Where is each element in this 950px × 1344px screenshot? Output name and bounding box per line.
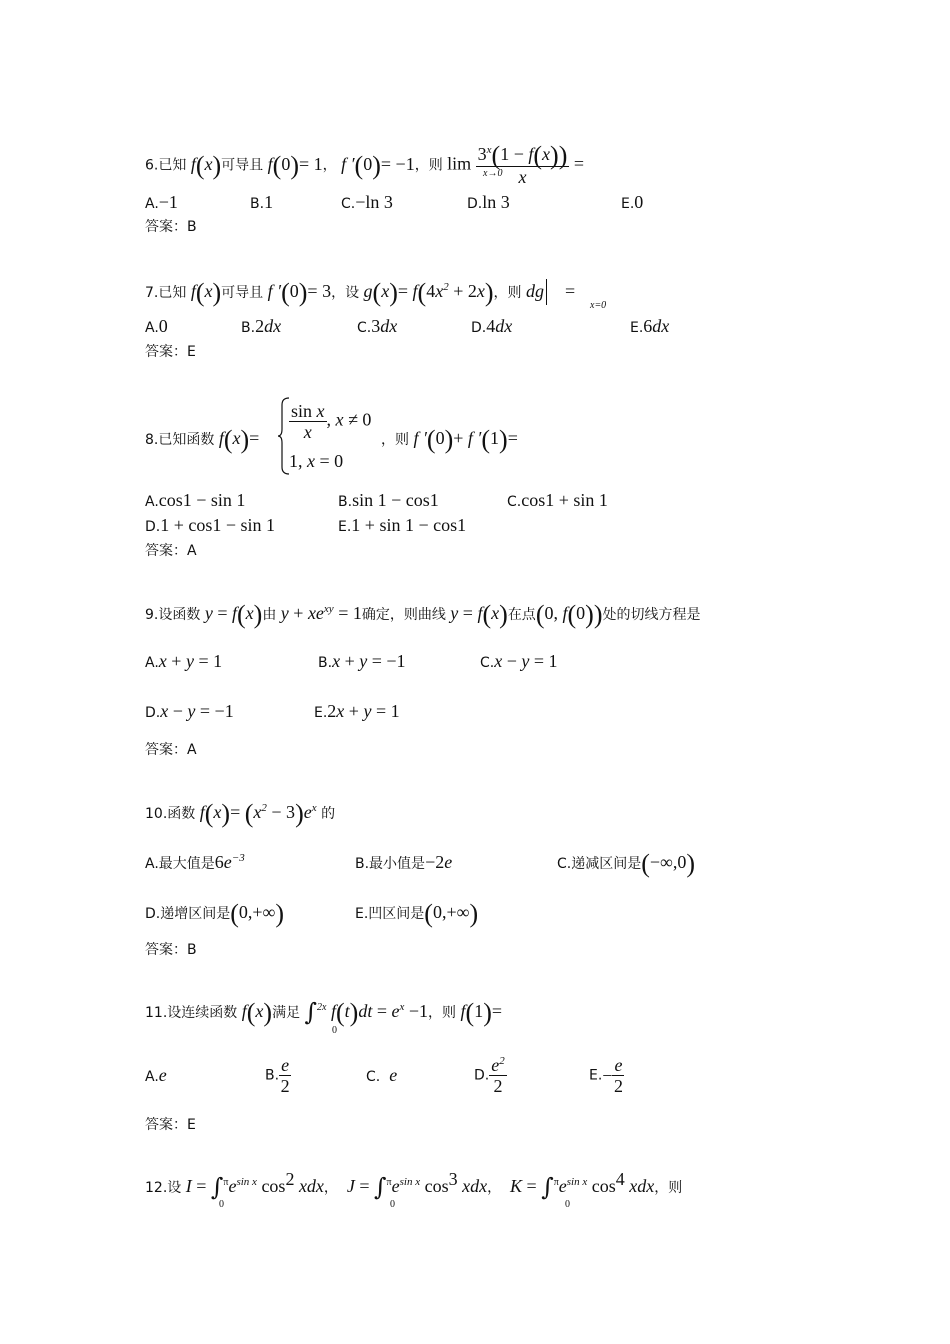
q6-option-a-label: A. bbox=[145, 196, 159, 212]
q9-stem: 9.设函数 y = f(x)由 $y + xe^{xy} = 1$确定，则曲线 y = f(x)在点(0, f(0))处的切线方程是 bbox=[145, 600, 701, 629]
q7-stem: 7.已知 f(x)可导且 f ′(0)= 3，设 $g(x)= f(4x^2 + 2x)$，则 dg = bbox=[145, 278, 576, 307]
q12-text-3: ，则 bbox=[654, 1180, 683, 1196]
q10-option-a-label: A.最大值是 bbox=[145, 856, 215, 872]
q7-option-b[interactable]: B.2dx bbox=[241, 316, 282, 336]
q10-option-c[interactable]: C.递减区间是(−∞,0) bbox=[557, 849, 696, 878]
q11-option-b-label: B. bbox=[265, 1067, 280, 1084]
q12-text-1: ， bbox=[323, 1180, 338, 1196]
q6-text-1: 可导且 bbox=[221, 157, 264, 174]
q7-option-c[interactable]: C.3dx bbox=[357, 316, 398, 336]
q10-text-1: 的 bbox=[321, 806, 336, 822]
q11-option-e[interactable]: E.− $\frac{e}{2}$ bbox=[589, 1055, 623, 1096]
q6-stem: 6.已知 f(x)可导且 f(0)= 1， f ′(0)= −1，则 lim $\frac{3^x(1 - f(x))}{x}$ = bbox=[145, 141, 584, 187]
q6-math-fp0: f ′(0)= −1 bbox=[341, 150, 415, 180]
q8-option-e-label: E. bbox=[338, 519, 352, 535]
q10-option-e-label: E.凹区间是 bbox=[355, 906, 425, 922]
q9-option-c-label: C. bbox=[480, 655, 495, 671]
q11-option-a[interactable]: A.e bbox=[145, 1065, 167, 1085]
q6-text-3: ，则 bbox=[414, 157, 443, 174]
q8-option-b-label: B. bbox=[338, 494, 353, 510]
q10-option-e[interactable]: E.凹区间是(0,+∞) bbox=[355, 899, 479, 928]
q6-option-d[interactable]: D.ln 3 bbox=[467, 192, 510, 212]
q8-text-1: ，则 bbox=[381, 432, 409, 448]
q6-option-a[interactable]: A.−1 bbox=[145, 192, 178, 212]
q6-math-f0: f(0)= 1 bbox=[267, 150, 323, 180]
q6-option-c-label: C. bbox=[341, 196, 356, 212]
q9-answer: 答案：A bbox=[145, 742, 197, 758]
q7-option-a-label: A. bbox=[145, 320, 159, 336]
q11-option-e-label: E. bbox=[589, 1067, 603, 1084]
q11-integral-sign: ∫ bbox=[304, 998, 318, 1026]
q10-option-b-label: B.最小值是 bbox=[355, 856, 426, 872]
q6-option-b-label: B. bbox=[250, 196, 265, 212]
q6-option-c[interactable]: C.−ln 3 bbox=[341, 192, 393, 212]
q9-option-a-label: A. bbox=[145, 655, 159, 671]
q6-option-b[interactable]: B.1 bbox=[250, 192, 274, 212]
q8-stem-lead: 8.已知函数 f(x)= bbox=[145, 425, 260, 454]
q8-answer: 答案：A bbox=[145, 543, 197, 559]
q6-text-2: ， bbox=[322, 157, 337, 174]
q11-integral-lower: 0 bbox=[332, 1025, 337, 1036]
q10-answer: 答案：B bbox=[145, 942, 197, 958]
q8-option-c[interactable]: C.cos1 + sin 1 bbox=[507, 490, 608, 510]
q12-number: 12. bbox=[145, 1180, 168, 1196]
q8-option-e[interactable]: E.1 + sin 1 − cos1 bbox=[338, 515, 467, 535]
q10-option-c-label: C.递减区间是 bbox=[557, 856, 642, 872]
q7-text-3: ，则 bbox=[493, 285, 522, 301]
q11-answer: 答案：E bbox=[145, 1117, 196, 1133]
q6-option-e[interactable]: E.0 bbox=[621, 192, 644, 212]
q8-option-b[interactable]: B.sin 1 − cos1 bbox=[338, 490, 439, 510]
q11-text-1: 满足 bbox=[272, 1005, 301, 1021]
q8-prefix: 已知函数 bbox=[158, 432, 215, 448]
q6-lim-subscript: x→0 bbox=[483, 168, 503, 179]
q10-stem: 10.函数 $f(x)= (x^2 - 3)e^x$ 的 bbox=[145, 799, 336, 828]
q8-option-d-label: D. bbox=[145, 519, 161, 535]
q6-number: 6. bbox=[145, 157, 159, 174]
q7-eval-subscript: x=0 bbox=[590, 300, 607, 311]
q11-text-2: ，则 bbox=[428, 1005, 457, 1021]
q6-fraction: $\frac{3^x(1 - f(x))}{x}$ bbox=[477, 141, 568, 187]
q11-stem: 11.设连续函数 f(x)满足 ∫$^{2x}$ $f(t)dt = e^x -1$，则 f(1)= bbox=[145, 998, 503, 1027]
q7-number: 7. bbox=[145, 285, 159, 301]
q10-option-a[interactable]: A.最大值是$6e^{-3}$ bbox=[145, 852, 245, 872]
q9-prefix: 设函数 bbox=[158, 607, 201, 623]
q7-option-d-label: D. bbox=[471, 320, 487, 336]
q10-option-d[interactable]: D.递增区间是(0,+∞) bbox=[145, 899, 285, 928]
q12-stem: 12.设 $I = \int^\pi e^{sin x}$ $\cos^2$ xdx， $J = \int^\pi e^{sin x}$ $\cos^3$ xdx， $K = \int^\pi e^{sin x}$ $\cos^4$ xdx，则 bbox=[145, 1169, 683, 1201]
q9-option-e[interactable]: E.2x + y = 1 bbox=[314, 701, 400, 721]
q6-option-d-label: D. bbox=[467, 196, 483, 212]
q7-prefix: 已知 bbox=[158, 285, 187, 301]
q7-option-c-label: C. bbox=[357, 320, 372, 336]
q9-number: 9. bbox=[145, 607, 159, 623]
q12-integral-lower-1: 0 bbox=[219, 1199, 224, 1210]
q8-stem-tail: ，则 f ′(0)+ f ′(1)= bbox=[381, 425, 518, 454]
q6-option-e-label: E. bbox=[621, 196, 635, 212]
q12-integral-lower-3: 0 bbox=[565, 1199, 570, 1210]
q9-option-c[interactable]: C.x − y = 1 bbox=[480, 651, 558, 671]
q7-option-b-label: B. bbox=[241, 320, 256, 336]
q9-text-3: 在点 bbox=[507, 607, 536, 623]
q7-answer: 答案：E bbox=[145, 344, 196, 360]
q7-option-a[interactable]: A.0 bbox=[145, 316, 168, 336]
q6-lim: lim bbox=[447, 153, 472, 174]
q9-text-1: 由 bbox=[262, 607, 277, 623]
q9-text-2: 确定，则曲线 bbox=[361, 607, 446, 623]
q12-integral-lower-2: 0 bbox=[390, 1199, 395, 1210]
q10-prefix: 函数 bbox=[167, 806, 196, 822]
q11-prefix: 设连续函数 bbox=[167, 1005, 238, 1021]
q6-prefix: 已知 bbox=[158, 157, 187, 174]
q11-option-c[interactable]: C. e bbox=[366, 1065, 398, 1085]
q9-option-a[interactable]: A.x + y = 1 bbox=[145, 651, 223, 671]
q6-math-fx: f(x) bbox=[190, 150, 222, 180]
q7-text-1: 可导且 bbox=[221, 285, 264, 301]
q11-option-d[interactable]: D. $\frac{e^2}{2}$ bbox=[474, 1055, 505, 1096]
q12-prefix: 设 bbox=[167, 1180, 182, 1196]
q8-option-a-label: A. bbox=[145, 494, 159, 510]
q8-option-a[interactable]: A.cos1 − sin 1 bbox=[145, 490, 246, 510]
q7-option-d[interactable]: D.4dx bbox=[471, 316, 513, 336]
q9-text-4: 处的切线方程是 bbox=[602, 607, 701, 623]
q6-answer: 答案：B bbox=[145, 219, 197, 235]
q9-option-b-label: B. bbox=[318, 655, 333, 671]
q10-option-d-label: D.递增区间是 bbox=[145, 906, 231, 922]
q7-text-2: ，设 bbox=[331, 285, 360, 301]
q10-option-b[interactable]: B.最小值是−2e bbox=[355, 852, 453, 872]
q9-option-d[interactable]: D.x − y = −1 bbox=[145, 701, 234, 721]
q11-option-b[interactable]: B. $\frac{e}{2}$ bbox=[265, 1055, 290, 1096]
q9-option-d-label: D. bbox=[145, 705, 161, 721]
q11-option-d-label: D. bbox=[474, 1067, 490, 1084]
q12-text-2: ， bbox=[487, 1180, 502, 1196]
q11-option-a-label: A. bbox=[145, 1069, 159, 1085]
q11-option-c-label: C. bbox=[366, 1069, 381, 1085]
q11-number: 11. bbox=[145, 1005, 168, 1021]
q7-option-e[interactable]: E.6dx bbox=[630, 316, 670, 336]
q8-number: 8. bbox=[145, 432, 159, 448]
q8-piece-1: $\frac{\text{sin x}}{x}$ , x ≠ 0 bbox=[291, 401, 372, 442]
q9-option-e-label: E. bbox=[314, 705, 328, 721]
q7-option-e-label: E. bbox=[630, 320, 644, 336]
q8-piece-2: 1, x = 0 bbox=[289, 451, 344, 471]
q8-option-c-label: C. bbox=[507, 494, 522, 510]
q8-option-d[interactable]: D.1 + cos1 − sin 1 bbox=[145, 515, 276, 535]
q9-option-b[interactable]: B.x + y = −1 bbox=[318, 651, 406, 671]
q10-number: 10. bbox=[145, 806, 168, 822]
